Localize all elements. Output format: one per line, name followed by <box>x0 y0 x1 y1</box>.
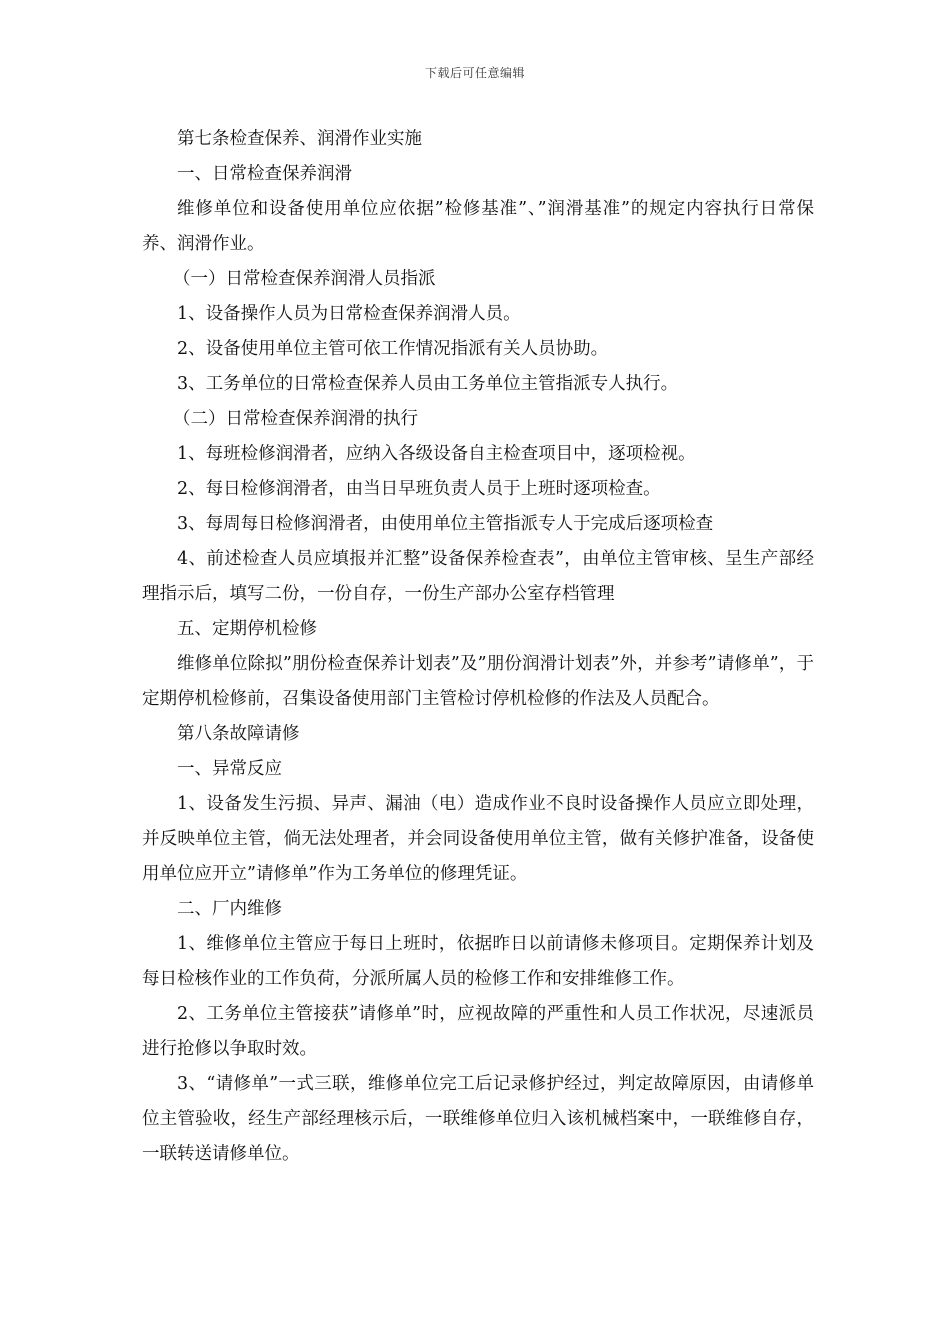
paragraph: 一、异常反应 <box>177 759 282 779</box>
paragraph: 3、每周每日检修润滑者，由使用单位主管指派专人于完成后逐项检查 <box>177 514 714 534</box>
paragraph: 1、设备操作人员为日常检查保养润滑人员。 <box>177 304 521 324</box>
paragraph: 4、前述检查人员应填报并汇整”设备保养检查表”，由单位主管审核、呈生产部经理指示后，填写二份，一份自存，一份生产部办公室存档管理 <box>142 549 814 604</box>
paragraph: 2、每日检修润滑者，由当日早班负责人员于上班时逐项检查。 <box>177 479 661 499</box>
paragraph: 一、日常检查保养润滑 <box>177 164 352 184</box>
paragraph: 3、工务单位的日常检查保养人员由工务单位主管指派专人执行。 <box>177 374 679 394</box>
paragraph: （二）日常检查保养润滑的执行 <box>173 409 418 429</box>
paragraph: 五、定期停机检修 <box>177 619 317 639</box>
paragraph: 第七条检查保养、润滑作业实施 <box>177 129 422 149</box>
paragraph: （一）日常检查保养润滑人员指派 <box>173 269 436 289</box>
paragraph: 维修单位除拟”朋份检查保养计划表”及”朋份润滑计划表”外，并参考”请修单”，于定期停机检修前，召集设备使用部门主管检讨停机检修的作法及人员配合。 <box>142 654 814 709</box>
header-note: 下载后可任意编辑 <box>424 66 525 80</box>
paragraph: 3、“请修单”一式三联，维修单位完工后记录修护经过，判定故障原因，由请修单位主管验收，经生产部经理核示后，一联维修单位归入该机械档案中，一联维修自存，一联转送请修单位。 <box>142 1074 814 1164</box>
paragraph: 1、每班检修润滑者，应纳入各级设备自主检查项目中，逐项检视。 <box>177 444 696 464</box>
paragraph: 1、设备发生污损、异声、漏油（电）造成作业不良时设备操作人员应立即处理，并反映单位主管，倘无法处理者，并会同设备使用单位主管，做有关修护准备，设备使用单位应开立”请修单”作为工务单位的修理凭证。 <box>142 794 814 884</box>
paragraph: 1、维修单位主管应于每日上班时，依据昨日以前请修未修项目。定期保养计划及每日检核作业的工作负荷，分派所属人员的检修工作和安排维修工作。 <box>142 934 814 989</box>
paragraph: 二、厂内维修 <box>177 899 282 919</box>
paragraph: 2、设备使用单位主管可依工作情况指派有关人员协助。 <box>177 339 609 359</box>
paragraph: 维修单位和设备使用单位应依据”检修基准”、”润滑基准”的规定内容执行日常保养、润滑作业。 <box>142 199 814 254</box>
paragraph: 2、工务单位主管接获”请修单”时，应视故障的严重性和人员工作状况，尽速派员进行抢修以争取时效。 <box>142 1004 814 1059</box>
paragraph: 第八条故障请修 <box>177 724 300 744</box>
document-body <box>142 122 814 1172</box>
